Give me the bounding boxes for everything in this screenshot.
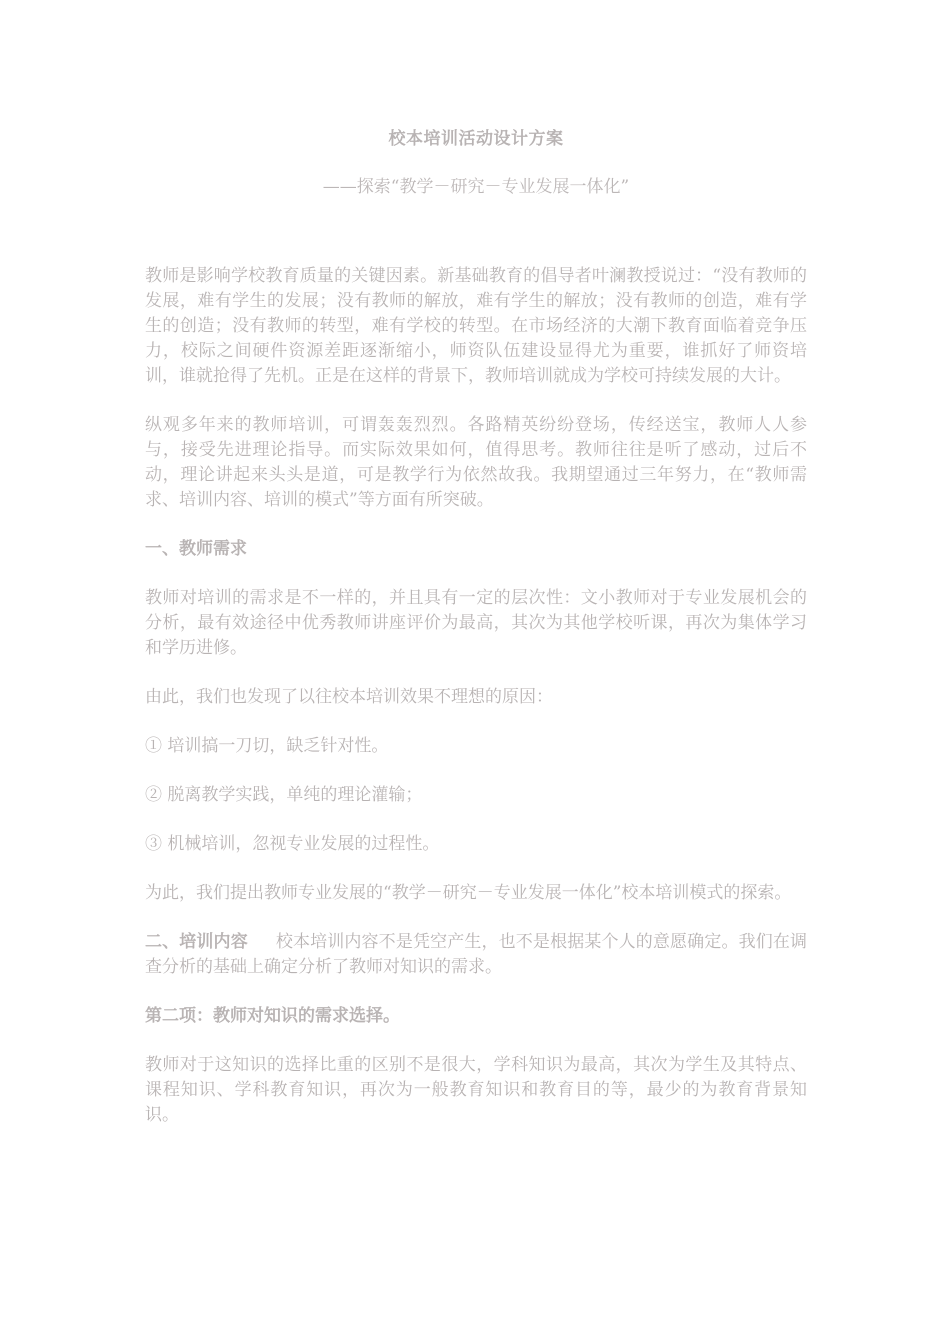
list-item-reason-3: ③ 机械培训，忽视专业发展的过程性。 — [145, 834, 440, 854]
document-body — [145, 264, 807, 1152]
paragraph-training-content-text: 校本培训内容不是凭空产生，也不是根据某个人的意愿确定。我们在调查分析的基础上确定分析了教师对知识的需求。 — [145, 932, 808, 977]
document-title: 校本培训活动设计方案 — [388, 129, 564, 149]
paragraph-overview: 纵观多年来的教师培训，可谓轰轰烈烈。各路精英纷纷登场，传经送宝，教师人人参与，接受先进理论指导。而实际效果如何，值得思考。教师往往是听了感动，过后不动，理论讲起来头头是道，可是教学行为依然故我。我期望通过三年努力，在“教师需求、培训内容、培训的模式”等方面有所突破。 — [145, 415, 807, 510]
document-subtitle: ——探索“教学－研究－专业发展一体化” — [322, 177, 630, 197]
paragraph-knowledge-needs: 教师对于这知识的选择比重的区别不是很大，学科知识为最高，其次为学生及其特点、课程知识、学科教育知识，再次为一般教育知识和教育目的等，最少的为教育背景知识。 — [145, 1055, 807, 1125]
section-heading-training-content: 二、培训内容 — [145, 932, 248, 952]
paragraph-proposal: 为此，我们提出教师专业发展的“教学－研究－专业发展一体化”校本培训模式的探索。 — [145, 883, 792, 903]
paragraph-needs: 教师对培训的需求是不一样的，并且具有一定的层次性：文小教师对于专业发展机会的分析，最有效途径中优秀教师讲座评价为最高，其次为其他学校听课，再次为集体学习和学历进修。 — [145, 588, 807, 658]
section-heading-knowledge-needs: 第二项：教师对知识的需求选择。 — [145, 1006, 400, 1026]
list-item-reason-1: ① 培训搞一刀切，缺乏针对性。 — [145, 736, 389, 756]
list-item-reason-2: ② 脱离教学实践，单纯的理论灌输； — [145, 785, 423, 805]
section-heading-teacher-needs: 一、教师需求 — [145, 539, 247, 559]
paragraph-reasons-intro: 由此，我们也发现了以往校本培训效果不理想的原因： — [145, 687, 553, 707]
paragraph-training-content — [145, 930, 807, 980]
paragraph-intro: 教师是影响学校教育质量的关键因素。新基础教育的倡导者叶澜教授说过：“没有教师的发展，难有学生的发展；没有教师的解放，难有学生的解放；没有教师的创造，难有学生的创造；没有教师的转型，难有学校的转型。在市场经济的大潮下教育面临着竞争压力，校际之间硬件资源差距逐渐缩小，师资队伍建设显得尤为重要，谁抓好了师资培训，谁就抢得了先机。正是在这样的背景下，教师培训就成为学校可持续发展的大计。 — [145, 266, 807, 386]
